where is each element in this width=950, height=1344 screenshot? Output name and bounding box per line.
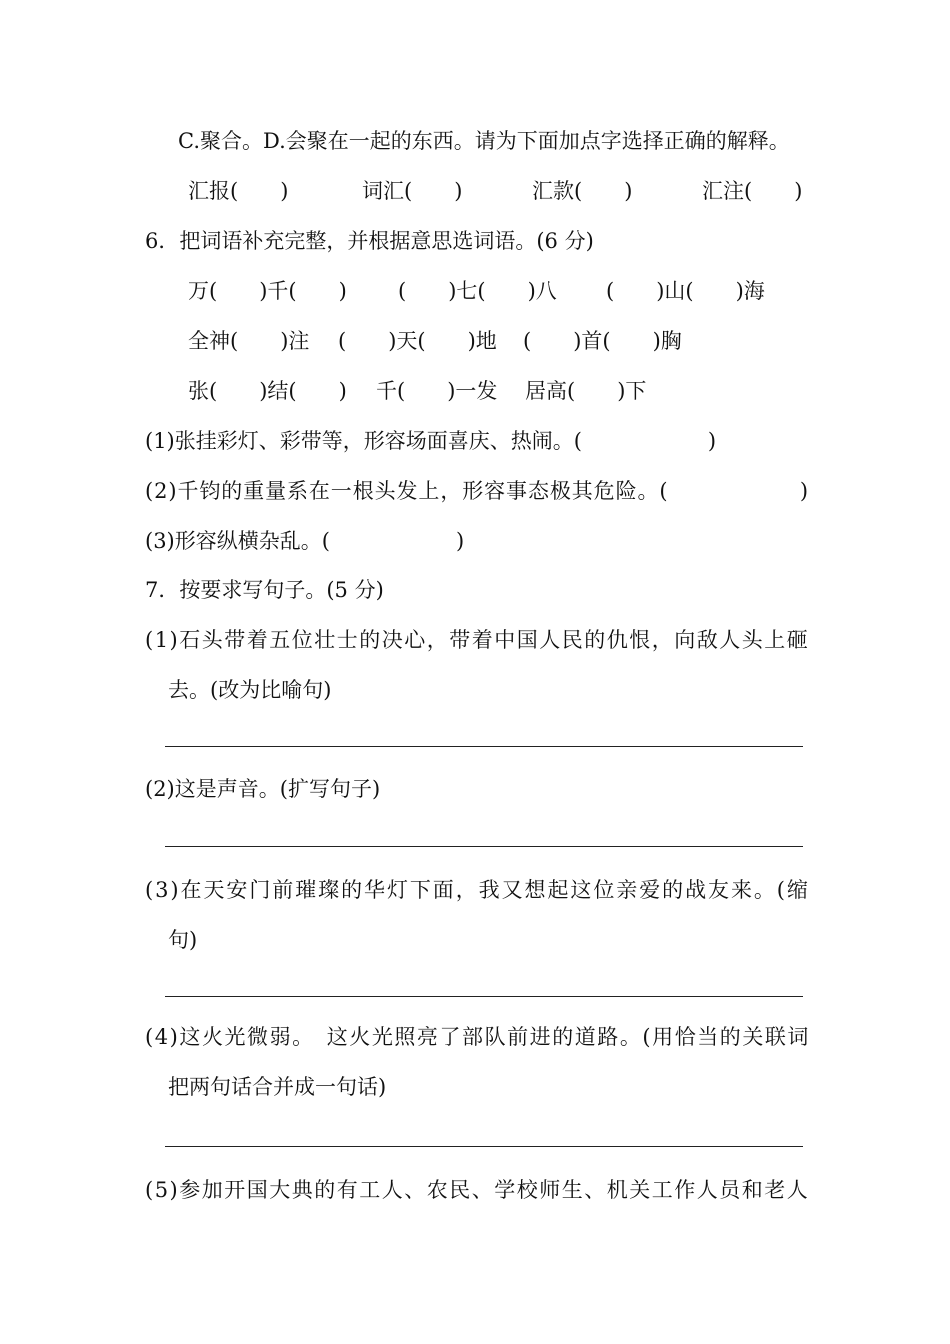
answer-line-4[interactable] (165, 1146, 803, 1147)
q7-sub-1-line-2: 去。(改为比喻句) (168, 678, 332, 702)
q6-word-8: 千( )一发 (376, 379, 498, 403)
q6-sub-1: (1)张挂彩灯、彩带等，形容场面喜庆、热闹。( ) (145, 429, 717, 453)
q7-sub-1-line-1: (1)石头带着五位壮士的决心，带着中国人民的仇恨，向敌人头上砸 (145, 628, 810, 652)
q5-options-text: C.聚合。D.会聚在一起的东西。请为下面加点字选择正确的解释。 (178, 129, 790, 153)
q6-word-1: 万( )千( ) (188, 279, 347, 303)
q5-item-2: 词汇( ) (362, 179, 463, 203)
answer-line-2[interactable] (165, 846, 803, 847)
q6-title: 6．把词语补充完整，并根据意思选词语。(6 分) (145, 229, 594, 253)
answer-line-1[interactable] (165, 746, 803, 747)
q6-word-9: 居高( )下 (525, 379, 647, 403)
q6-sub-2: (2)千钧的重量系在一根头发上，形容事态极其危险。( ) (145, 479, 810, 503)
q5-item-3: 汇款( ) (532, 179, 633, 203)
q6-word-5: ( )天( )地 (338, 329, 497, 353)
q7-sub-4-line-1: (4)这火光微弱。 这火光照亮了部队前进的道路。(用恰当的关联词 (145, 1025, 810, 1049)
q7-sub-4-line-2: 把两句话合并成一句话) (168, 1075, 387, 1099)
answer-line-3[interactable] (165, 996, 803, 997)
q7-sub-3-line-1: (3)在天安门前璀璨的华灯下面，我又想起这位亲爱的战友来。(缩 (145, 878, 810, 902)
q6-word-7: 张( )结( ) (188, 379, 347, 403)
q6-word-4: 全神( )注 (188, 329, 310, 353)
q6-word-3: ( )山( )海 (606, 279, 765, 303)
q7-sub-3-line-2: 句) (168, 928, 198, 952)
q5-item-4: 汇注( ) (702, 179, 803, 203)
q6-word-6: ( )首( )胸 (523, 329, 682, 353)
q5-item-1: 汇报( ) (188, 179, 289, 203)
q7-sub-5-line-1: (5)参加开国大典的有工人、农民、学校师生、机关工作人员和老人 (145, 1178, 810, 1202)
q7-title: 7．按要求写句子。(5 分) (145, 578, 384, 602)
q7-sub-2: (2)这是声音。(扩写句子) (145, 777, 381, 801)
q6-sub-3: (3)形容纵横杂乱。( ) (145, 529, 465, 553)
q6-word-2: ( )七( )八 (398, 279, 557, 303)
